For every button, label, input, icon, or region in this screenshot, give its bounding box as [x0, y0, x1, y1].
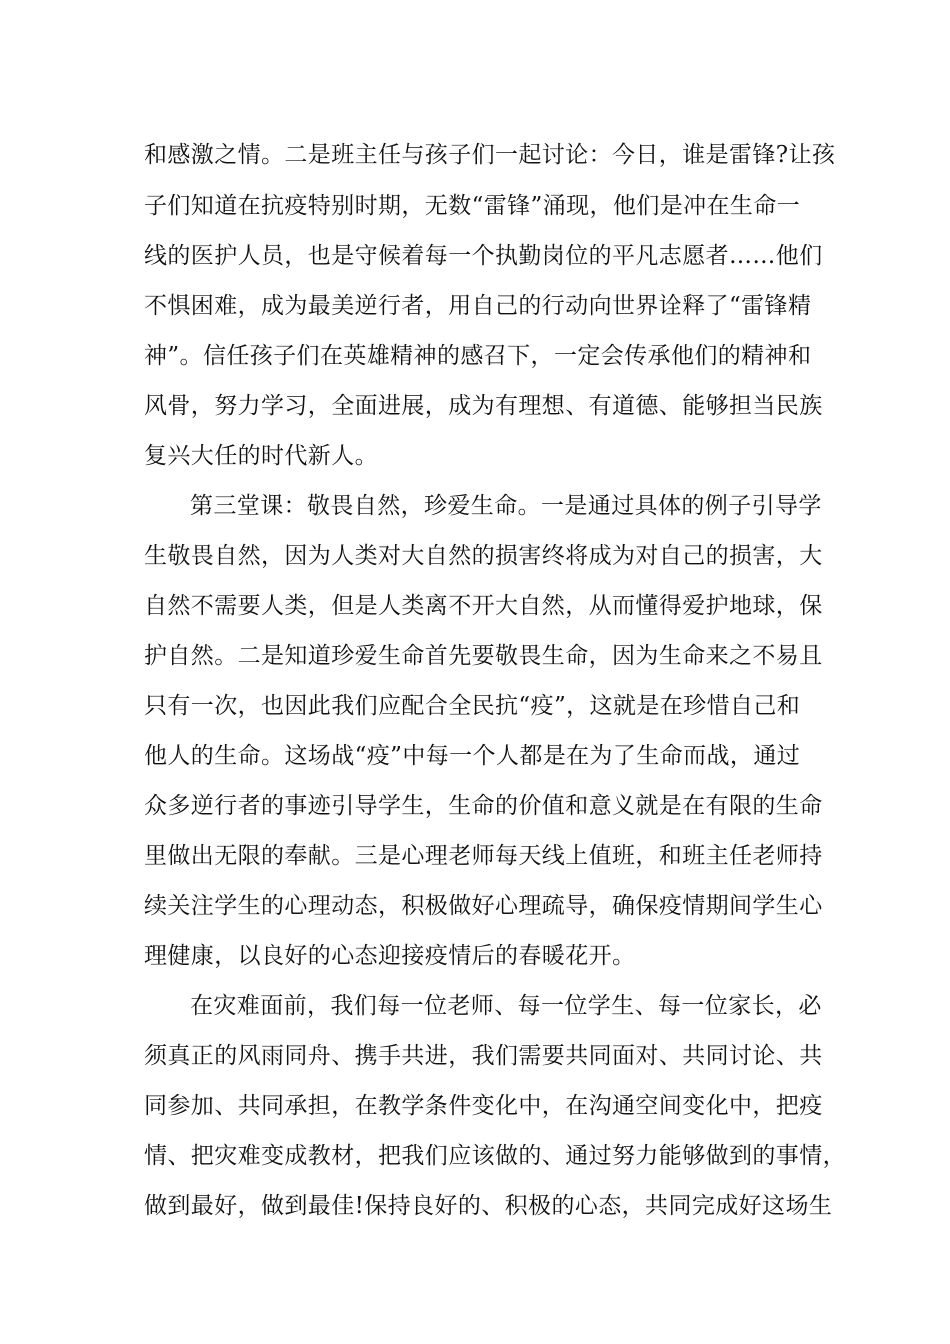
- paragraph-2-line-4: 护自然。二是知道珍爱生命首先要敬畏生命，因为生命来之不易且: [144, 643, 823, 669]
- paragraph-1-line-7: 复兴大任的时代新人。: [144, 443, 378, 469]
- paragraph-3-line-2: 须真正的风雨同舟、携手共进，我们需要共同面对、共同讨论、共: [144, 1043, 823, 1069]
- paragraph-2-line-8: 里做出无限的奉献。三是心理老师每天线上值班，和班主任老师持: [144, 843, 823, 869]
- paragraph-2-line-5: 只有一次，也因此我们应配合全民抗“疫”，这就是在珍惜自己和: [144, 693, 801, 719]
- paragraph-1-line-1: 和感激之情。二是班主任与孩子们一起讨论：今日，谁是雷锋?让孩: [144, 142, 836, 168]
- paragraph-2-line-2: 生敬畏自然，因为人类对大自然的损害终将成为对自己的损害，大: [144, 543, 823, 569]
- paragraph-1-line-4: 不惧困难，成为最美逆行者，用自己的行动向世界诠释了“雷锋精: [144, 293, 812, 319]
- paragraph-1-line-5: 神”。信任孩子们在英雄精神的感召下，一定会传承他们的精神和: [144, 343, 812, 369]
- paragraph-3-line-5: 做到最好，做到最佳!保持良好的、积极的心态，共同完成好这场生: [144, 1193, 833, 1219]
- paragraph-1-line-3: 线的医护人员，也是守候着每一个执勤岗位的平凡志愿者……他们: [144, 243, 823, 269]
- paragraph-3-line-4: 情、把灾难变成教材，把我们应该做的、通过努力能够做到的事情，: [144, 1143, 846, 1169]
- paragraph-2-line-3: 自然不需要人类，但是人类离不开大自然，从而懂得爱护地球，保: [144, 593, 823, 619]
- paragraph-1-line-2: 子们知道在抗疫特别时期，无数“雷锋”涌现，他们是冲在生命一: [144, 193, 801, 219]
- paragraph-2-line-7: 众多逆行者的事迹引导学生，生命的价值和意义就是在有限的生命: [144, 793, 823, 819]
- paragraph-3-line-3: 同参加、共同承担，在教学条件变化中，在沟通空间变化中，把疫: [144, 1093, 823, 1119]
- paragraph-2-line-1: 第三堂课：敬畏自然，珍爱生命。一是通过具体的例子引导学: [190, 493, 822, 519]
- paragraph-2-line-9: 续关注学生的心理动态，积极做好心理疏导，确保疫情期间学生心: [144, 893, 823, 919]
- paragraph-1-line-6: 风骨，努力学习，全面进展，成为有理想、有道德、能够担当民族: [144, 393, 823, 419]
- paragraph-2-line-10: 理健康，以良好的心态迎接疫情后的春暖花开。: [144, 943, 636, 969]
- paragraph-3-line-1: 在灾难面前，我们每一位老师、每一位学生、每一位家长，必: [190, 993, 822, 1019]
- paragraph-2-line-6: 他人的生命。这场战“疫”中每一个人都是在为了生命而战，通过: [144, 743, 801, 769]
